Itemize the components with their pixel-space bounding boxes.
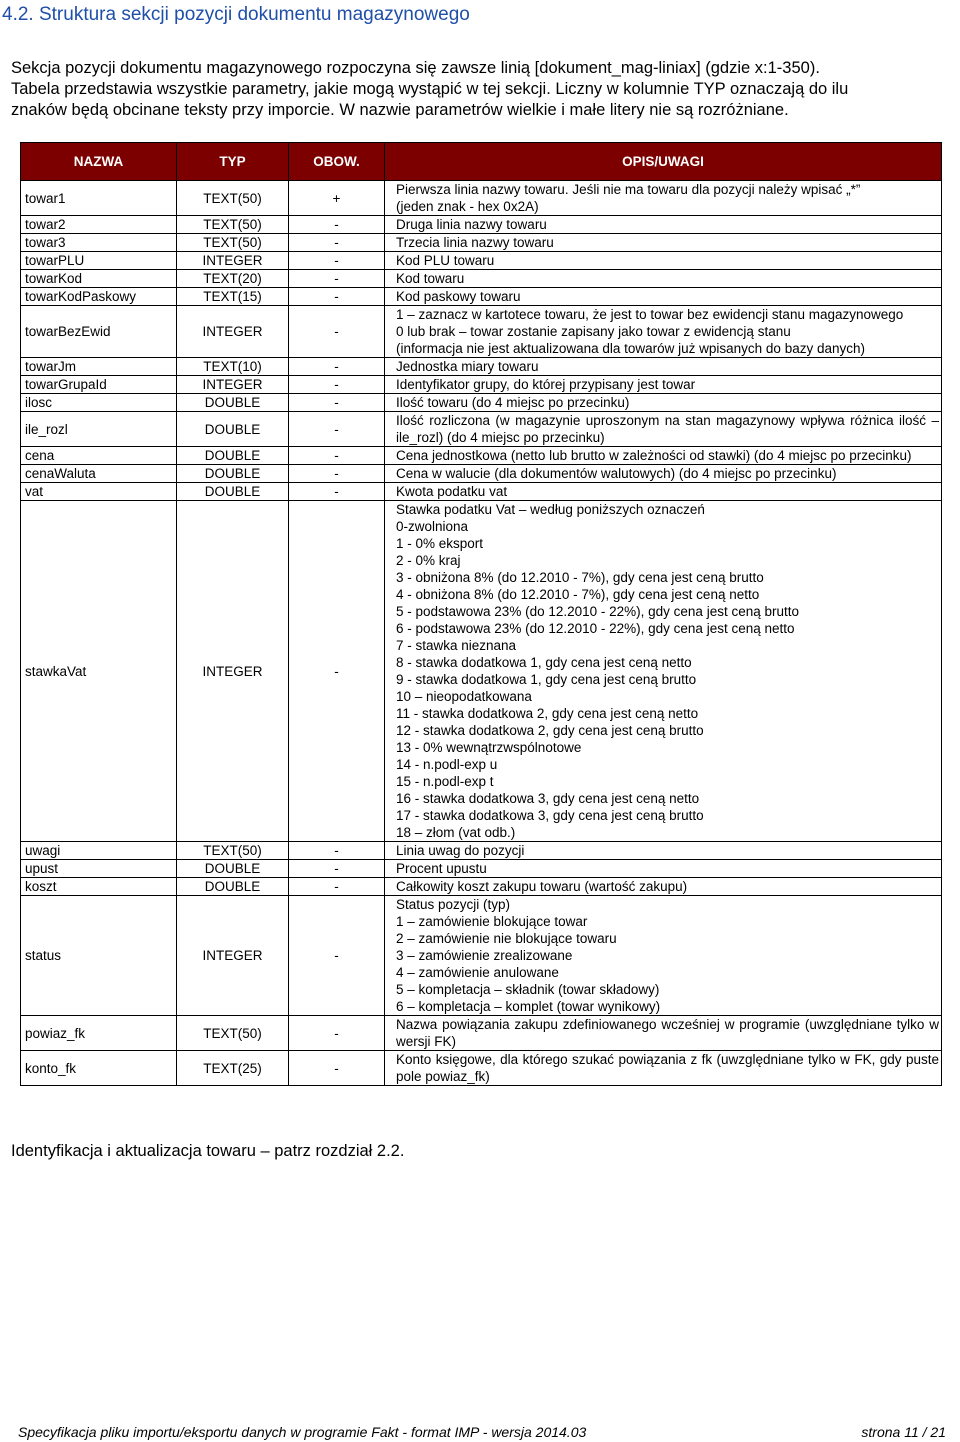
- description-line: (informacja nie jest aktualizowana dla towarów już wpisanych do bazy danych): [396, 341, 865, 356]
- param-required-cell: -: [289, 878, 385, 896]
- param-name-cell: upust: [21, 860, 177, 878]
- table-body: [21, 181, 942, 1086]
- section-heading: 4.2. Struktura sekcji pozycji dokumentu magazynowego: [2, 4, 470, 25]
- description-line: 6 – kompletacja – komplet (towar wynikowy): [396, 999, 661, 1014]
- table-row: [21, 216, 942, 234]
- param-required-cell: -: [289, 412, 385, 447]
- table-row: [21, 358, 942, 376]
- table-row: [21, 501, 942, 842]
- description-line: 6 - podstawowa 23% (do 12.2010 - 22%), gdy cena jest ceną netto: [396, 621, 795, 636]
- description-line: Kod paskowy towaru: [396, 289, 521, 304]
- param-required-cell: -: [289, 896, 385, 1016]
- description-line: 2 - 0% kraj: [396, 553, 461, 568]
- param-description-cell: [385, 501, 942, 842]
- table-row: [21, 252, 942, 270]
- param-description-cell: [385, 306, 942, 358]
- param-description-cell: [385, 842, 942, 860]
- param-name-cell: towar3: [21, 234, 177, 252]
- description-line: Kod towaru: [396, 271, 465, 286]
- param-required-cell: -: [289, 252, 385, 270]
- param-description-cell: [385, 358, 942, 376]
- param-name-cell: towarKodPaskowy: [21, 288, 177, 306]
- param-type-cell: TEXT(50): [177, 181, 289, 216]
- description-line: 5 – kompletacja – składnik (towar składowy): [396, 982, 660, 997]
- description-line: 3 – zamówienie zrealizowane: [396, 948, 573, 963]
- description-line: Ilość rozliczona (w magazynie uproszonym na stan magazynowy wpływa różnica ilość – ile_rozl) (do 4 miejsc po przecinku): [396, 413, 939, 445]
- param-description-cell: [385, 234, 942, 252]
- description-line: Trzecia linia nazwy towaru: [396, 235, 554, 250]
- description-line: Kod PLU towaru: [396, 253, 495, 268]
- param-description-cell: [385, 376, 942, 394]
- intro-paragraph: [11, 58, 960, 121]
- param-description-cell: [385, 465, 942, 483]
- param-description-cell: [385, 483, 942, 501]
- description-line: 4 – zamówienie anulowane: [396, 965, 559, 980]
- parameters-table: [20, 142, 942, 1086]
- description-line: 11 - stawka dodatkowa 2, gdy cena jest ceną netto: [396, 706, 699, 721]
- param-name-cell: cenaWaluta: [21, 465, 177, 483]
- param-type-cell: DOUBLE: [177, 447, 289, 465]
- table-row: [21, 412, 942, 447]
- description-line: Linia uwag do pozycji: [396, 843, 525, 858]
- column-header-description: OPIS/UWAGI: [385, 143, 942, 181]
- description-line: Identyfikator grupy, do której przypisany jest towar: [396, 377, 696, 392]
- param-description-cell: [385, 394, 942, 412]
- param-type-cell: TEXT(25): [177, 1051, 289, 1086]
- table-row: [21, 896, 942, 1016]
- description-line: Jednostka miary towaru: [396, 359, 539, 374]
- param-type-cell: DOUBLE: [177, 394, 289, 412]
- description-line: Druga linia nazwy towaru: [396, 217, 547, 232]
- table-header-row: [21, 143, 942, 181]
- param-type-cell: TEXT(50): [177, 1016, 289, 1051]
- column-header-type: TYP: [177, 143, 289, 181]
- description-line: Stawka podatku Vat – według poniższych oznaczeń: [396, 502, 705, 517]
- param-description-cell: [385, 216, 942, 234]
- closing-note: Identyfikacja i aktualizacja towaru – patrz rozdział 2.2.: [11, 1142, 405, 1160]
- page-footer: [18, 1424, 946, 1440]
- param-description-cell: [385, 1016, 942, 1051]
- param-name-cell: ile_rozl: [21, 412, 177, 447]
- param-name-cell: towar2: [21, 216, 177, 234]
- param-required-cell: -: [289, 306, 385, 358]
- param-name-cell: towar1: [21, 181, 177, 216]
- description-line: 16 - stawka dodatkowa 3, gdy cena jest ceną netto: [396, 791, 700, 806]
- footer-page-number: strona 11 / 21: [861, 1424, 946, 1440]
- param-name-cell: towarJm: [21, 358, 177, 376]
- description-line: Konto księgowe, dla którego szukać powiązania z fk (uwzględniane tylko w FK, gdy puste pole powiaz_fk): [396, 1052, 939, 1084]
- description-line: 18 – złom (vat odb.): [396, 825, 516, 840]
- table-row: [21, 270, 942, 288]
- param-type-cell: DOUBLE: [177, 465, 289, 483]
- description-line: Procent upustu: [396, 861, 487, 876]
- table-row: [21, 181, 942, 216]
- param-name-cell: ilosc: [21, 394, 177, 412]
- param-description-cell: [385, 860, 942, 878]
- param-type-cell: TEXT(15): [177, 288, 289, 306]
- description-line: 2 – zamówienie nie blokujące towaru: [396, 931, 617, 946]
- description-line: 1 – zamówienie blokujące towar: [396, 914, 588, 929]
- table-row: [21, 234, 942, 252]
- description-line: 10 – nieopodatkowana: [396, 689, 532, 704]
- param-required-cell: -: [289, 394, 385, 412]
- param-name-cell: status: [21, 896, 177, 1016]
- param-type-cell: INTEGER: [177, 306, 289, 358]
- description-line: 13 - 0% wewnątrzwspólnotowe: [396, 740, 582, 755]
- param-description-cell: [385, 270, 942, 288]
- param-name-cell: vat: [21, 483, 177, 501]
- param-required-cell: -: [289, 376, 385, 394]
- description-line: 4 - obniżona 8% (do 12.2010 - 7%), gdy cena jest ceną netto: [396, 587, 760, 602]
- table-row: [21, 878, 942, 896]
- param-name-cell: konto_fk: [21, 1051, 177, 1086]
- description-line: 5 - podstawowa 23% (do 12.2010 - 22%), gdy cena jest ceną brutto: [396, 604, 799, 619]
- description-line: 17 - stawka dodatkowa 3, gdy cena jest ceną brutto: [396, 808, 704, 823]
- table-row: [21, 376, 942, 394]
- param-name-cell: uwagi: [21, 842, 177, 860]
- param-required-cell: -: [289, 1016, 385, 1051]
- param-name-cell: koszt: [21, 878, 177, 896]
- param-type-cell: TEXT(10): [177, 358, 289, 376]
- description-line: Cena w walucie (dla dokumentów walutowych) (do 4 miejsc po przecinku): [396, 466, 837, 481]
- param-name-cell: towarPLU: [21, 252, 177, 270]
- param-type-cell: DOUBLE: [177, 860, 289, 878]
- description-line: (jeden znak - hex 0x2A): [396, 199, 539, 214]
- column-header-name: NAZWA: [21, 143, 177, 181]
- description-line: 1 – zaznacz w kartotece towaru, że jest to towar bez ewidencji stanu magazynowego: [396, 307, 904, 322]
- param-required-cell: -: [289, 270, 385, 288]
- description-line: 3 - obniżona 8% (do 12.2010 - 7%), gdy cena jest ceną brutto: [396, 570, 764, 585]
- param-type-cell: DOUBLE: [177, 483, 289, 501]
- param-required-cell: -: [289, 447, 385, 465]
- intro-line: znaków będą obcinane teksty przy imporcie. W nazwie parametrów wielkie i małe litery nie są rozróżniane.: [11, 101, 789, 119]
- description-line: Ilość towaru (do 4 miejsc po przecinku): [396, 395, 630, 410]
- param-required-cell: -: [289, 465, 385, 483]
- param-type-cell: TEXT(50): [177, 842, 289, 860]
- description-line: Nazwa powiązania zakupu zdefiniowanego wcześniej w programie (uwzględniane tylko w wersji FK): [396, 1017, 939, 1049]
- description-line: 15 - n.podl-exp t: [396, 774, 494, 789]
- intro-line: Tabela przedstawia wszystkie parametry, jakie mogą wystąpić w tej sekcji. Liczny w kolumnie TYP oznaczają do ilu: [11, 80, 849, 98]
- param-required-cell: -: [289, 483, 385, 501]
- description-line: 1 - 0% eksport: [396, 536, 484, 551]
- description-line: Całkowity koszt zakupu towaru (wartość zakupu): [396, 879, 688, 894]
- param-type-cell: DOUBLE: [177, 878, 289, 896]
- param-type-cell: TEXT(50): [177, 216, 289, 234]
- param-description-cell: [385, 181, 942, 216]
- description-line: 14 - n.podl-exp u: [396, 757, 498, 772]
- param-name-cell: cena: [21, 447, 177, 465]
- table-row: [21, 860, 942, 878]
- description-line: 12 - stawka dodatkowa 2, gdy cena jest ceną brutto: [396, 723, 704, 738]
- table-row: [21, 394, 942, 412]
- param-required-cell: -: [289, 216, 385, 234]
- description-line: 8 - stawka dodatkowa 1, gdy cena jest ceną netto: [396, 655, 692, 670]
- intro-line: Sekcja pozycji dokumentu magazynowego rozpoczyna się zawsze linią [dokument_mag-liniax] (gdzie x:1-350).: [11, 59, 820, 77]
- param-required-cell: +: [289, 181, 385, 216]
- param-name-cell: towarGrupaId: [21, 376, 177, 394]
- param-required-cell: -: [289, 860, 385, 878]
- footer-document-title: Specyfikacja pliku importu/eksportu danych w programie Fakt - format IMP - wersja 2014.03: [18, 1424, 587, 1440]
- description-line: 0 lub brak – towar zostanie zapisany jako towar z ewidencją stanu: [396, 324, 791, 339]
- table-row: [21, 483, 942, 501]
- table-row: [21, 447, 942, 465]
- param-description-cell: [385, 878, 942, 896]
- param-type-cell: INTEGER: [177, 896, 289, 1016]
- description-line: 0-zwolniona: [396, 519, 469, 534]
- param-description-cell: [385, 1051, 942, 1086]
- param-type-cell: INTEGER: [177, 252, 289, 270]
- param-name-cell: towarBezEwid: [21, 306, 177, 358]
- table-row: [21, 1051, 942, 1086]
- param-type-cell: INTEGER: [177, 501, 289, 842]
- description-line: Kwota podatku vat: [396, 484, 508, 499]
- table-row: [21, 288, 942, 306]
- param-type-cell: DOUBLE: [177, 412, 289, 447]
- param-description-cell: [385, 252, 942, 270]
- description-line: 9 - stawka dodatkowa 1, gdy cena jest ceną brutto: [396, 672, 697, 687]
- param-name-cell: stawkaVat: [21, 501, 177, 842]
- param-required-cell: -: [289, 1051, 385, 1086]
- param-required-cell: -: [289, 358, 385, 376]
- param-type-cell: INTEGER: [177, 376, 289, 394]
- param-required-cell: -: [289, 234, 385, 252]
- table-row: [21, 1016, 942, 1051]
- description-line: Pierwsza linia nazwy towaru. Jeśli nie ma towaru dla pozycji należy wpisać „*”: [396, 182, 861, 197]
- description-line: Status pozycji (typ): [396, 897, 511, 912]
- param-type-cell: TEXT(50): [177, 234, 289, 252]
- param-name-cell: powiaz_fk: [21, 1016, 177, 1051]
- param-required-cell: -: [289, 501, 385, 842]
- param-description-cell: [385, 412, 942, 447]
- table-row: [21, 842, 942, 860]
- param-description-cell: [385, 288, 942, 306]
- param-name-cell: towarKod: [21, 270, 177, 288]
- param-required-cell: -: [289, 842, 385, 860]
- description-line: Cena jednostkowa (netto lub brutto w zależności od stawki) (do 4 miejsc po przecinku): [396, 448, 912, 463]
- description-line: 7 - stawka nieznana: [396, 638, 517, 653]
- param-description-cell: [385, 447, 942, 465]
- table-row: [21, 465, 942, 483]
- param-type-cell: TEXT(20): [177, 270, 289, 288]
- param-description-cell: [385, 896, 942, 1016]
- column-header-required: OBOW.: [289, 143, 385, 181]
- table-row: [21, 306, 942, 358]
- param-required-cell: -: [289, 288, 385, 306]
